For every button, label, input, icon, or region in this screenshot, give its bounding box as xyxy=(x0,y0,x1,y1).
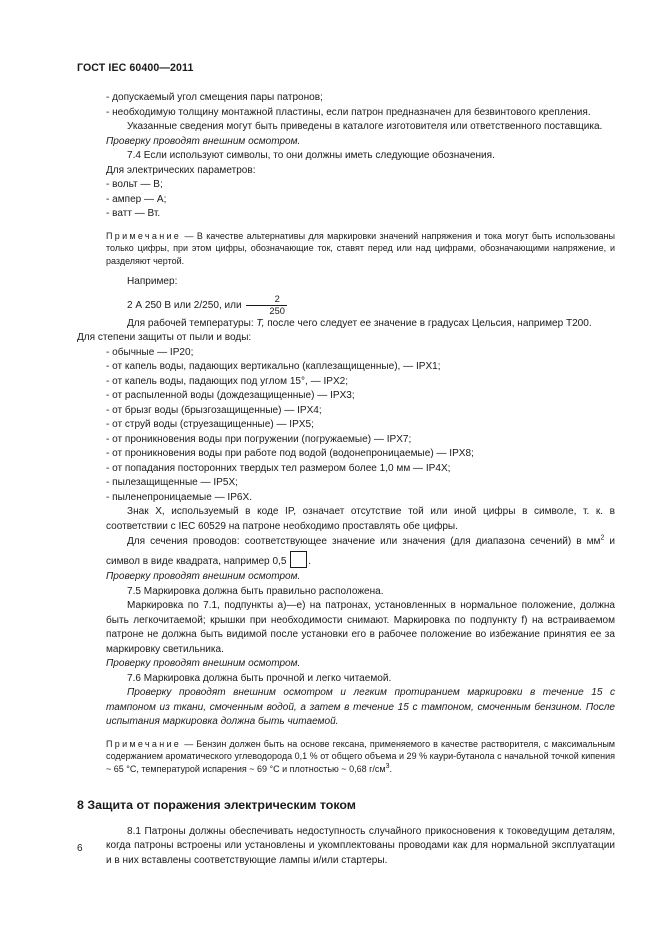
note-label: Примечание xyxy=(106,230,182,241)
paragraph: Для степени защиты от пыли и воды: xyxy=(77,332,252,344)
list-item: - необходимую толщину монтажной пластины, если патрон предназначен для безвинтового крепления. xyxy=(106,106,591,118)
list-item: - от брызг воды (брызгозащищенные) — IPX4; xyxy=(106,404,322,416)
clause-7-5: 7.5 Маркировка должна быть правильно расположена. xyxy=(127,585,384,597)
list-item: - вольт — В; xyxy=(106,179,163,190)
list-item: - от проникновения воды при работе под водой (водонепроницаемые) — IPX8; xyxy=(106,448,474,460)
note-1 xyxy=(106,230,615,268)
list-item: - допускаемый угол смещения пары патронов; xyxy=(106,92,323,103)
fraction xyxy=(246,294,287,317)
clause-7-4: 7.4 Если используют символы, то они должны иметь следующие обозначения. xyxy=(127,150,495,161)
clause-8-1: 8.1 Патроны должны обеспечивать недоступность случайного прикосновения к токоведущим деталям, когда патроны встроены или установлены и укомплектованы проводами как для нормальной эксплуатации и в них вставлены соответствующие лампы и/или стартеры. xyxy=(106,825,615,866)
fraction-denominator: 250 xyxy=(269,305,285,316)
paragraph: Указанные сведения могут быть приведены в каталоге изготовителя или ответственного поставщика. xyxy=(127,121,603,132)
document-header: ГОСТ IEC 60400—2011 xyxy=(77,62,194,74)
note-text: — В качестве альтернативы для маркировки значений напряжения и тока могут быть использованы только цифры, при этом цифры, обозначающие ток, ставят перед или над цифрами, обозначающими напряжение, и разделяют чертой. xyxy=(106,230,615,266)
list-item: - ватт — Вт. xyxy=(106,208,161,219)
list-item: - пыленепроницаемые — IP6X. xyxy=(106,491,253,503)
superscript: 3 xyxy=(385,762,390,770)
list-item: - обычные — IP20; xyxy=(106,346,194,358)
note-2 xyxy=(106,738,615,776)
fraction-numerator: 2 xyxy=(246,294,287,306)
list-item: - от капель воды, падающих вертикально (каплезащищенные), — IPX1; xyxy=(106,361,441,373)
page-number: 6 xyxy=(77,843,83,854)
list-item: - от капель воды, падающих под углом 15°, — IPX2; xyxy=(106,375,349,387)
list-item: - от распыленной воды (дождезащищенные) — IPX3; xyxy=(106,390,355,402)
text-run: . xyxy=(308,555,312,567)
check-note: Проверку проводят внешним осмотром. xyxy=(106,658,301,670)
example-text: 2 А 250 В или 2/250, или xyxy=(127,299,242,311)
note-text: . xyxy=(389,763,392,774)
list-item: - от проникновения воды при погружении (погружаемые) — IPX7; xyxy=(106,433,412,445)
check-note: Проверку проводят внешним осмотром. xyxy=(106,135,301,147)
text-run: Для рабочей температуры: xyxy=(127,317,257,329)
text-run: после чего следует ее значение в градусах Цельсия, например Т200. xyxy=(264,317,592,329)
superscript: 2 xyxy=(600,534,605,542)
page-body xyxy=(77,91,615,868)
clause-7-6: 7.6 Маркировка должна быть прочной и легко читаемой. xyxy=(127,672,392,684)
check-note: Проверку проводят внешним осмотром. xyxy=(106,571,301,583)
text-run: и символ в виде квадрата, например 0,5 xyxy=(106,536,615,567)
list-item: - пылезащищенные — IP5X; xyxy=(106,477,238,489)
paragraph: Например: xyxy=(127,276,178,288)
list-item: - от попадания посторонних твердых тел размером более 1,0 мм — IP4X; xyxy=(106,462,451,474)
paragraph: Маркировка по 7.1, подпункты а)—е) на патронах, установленных в нормальное положение, должна быть легкочитаемой; крышки при необходимости снимают. Маркировка по подпункту f) на встраиваемом патроне не должна быть видимой после установки его в рабочее положение во избежание принятия ее за маркировку светильника. xyxy=(106,600,615,655)
note-text: — Бензин должен быть на основе гексана, применяемого в качестве растворителя, с максимальным содержанием ароматического углеводорода 0,1 % от общего объема и 29 % каури-бутанола с начальной точкой кипения ~ 65 °С, температурой испарения ~ 69 °С и плотностью ~ 0,68 г/см xyxy=(106,738,615,774)
list-item: - от струй воды (струезащищенные) — IPX5; xyxy=(106,419,314,431)
list-item: - ампер — А; xyxy=(106,193,167,205)
paragraph: Для электрических параметров: xyxy=(106,164,256,176)
section-heading: 8 Защита от поражения электрическим током xyxy=(77,797,356,812)
note-label: Примечание xyxy=(106,738,182,749)
symbol-t: Т, xyxy=(256,317,265,329)
paragraph xyxy=(106,534,615,570)
square-symbol xyxy=(290,551,307,568)
marking-example xyxy=(106,294,615,317)
paragraph: Знак Х, используемый в коде IP, означает отсутствие той или иной цифры в символе, т. к. в соответствии с IEC 60529 на патроне необходимо проставлять обе цифры. xyxy=(106,506,615,532)
text-run: Для сечения проводов: соответствующее значение или значения (для диапазона сечений) в мм xyxy=(127,536,601,548)
paragraph xyxy=(106,317,615,332)
check-note: Проверку проводят внешним осмотром и легким протиранием маркировки в течение 15 с тампоном из ткани, смоченным водой, а затем в течение 15 с тампоном, смоченным бензином. После испытания маркировка должна быть читаемой. xyxy=(106,687,615,728)
